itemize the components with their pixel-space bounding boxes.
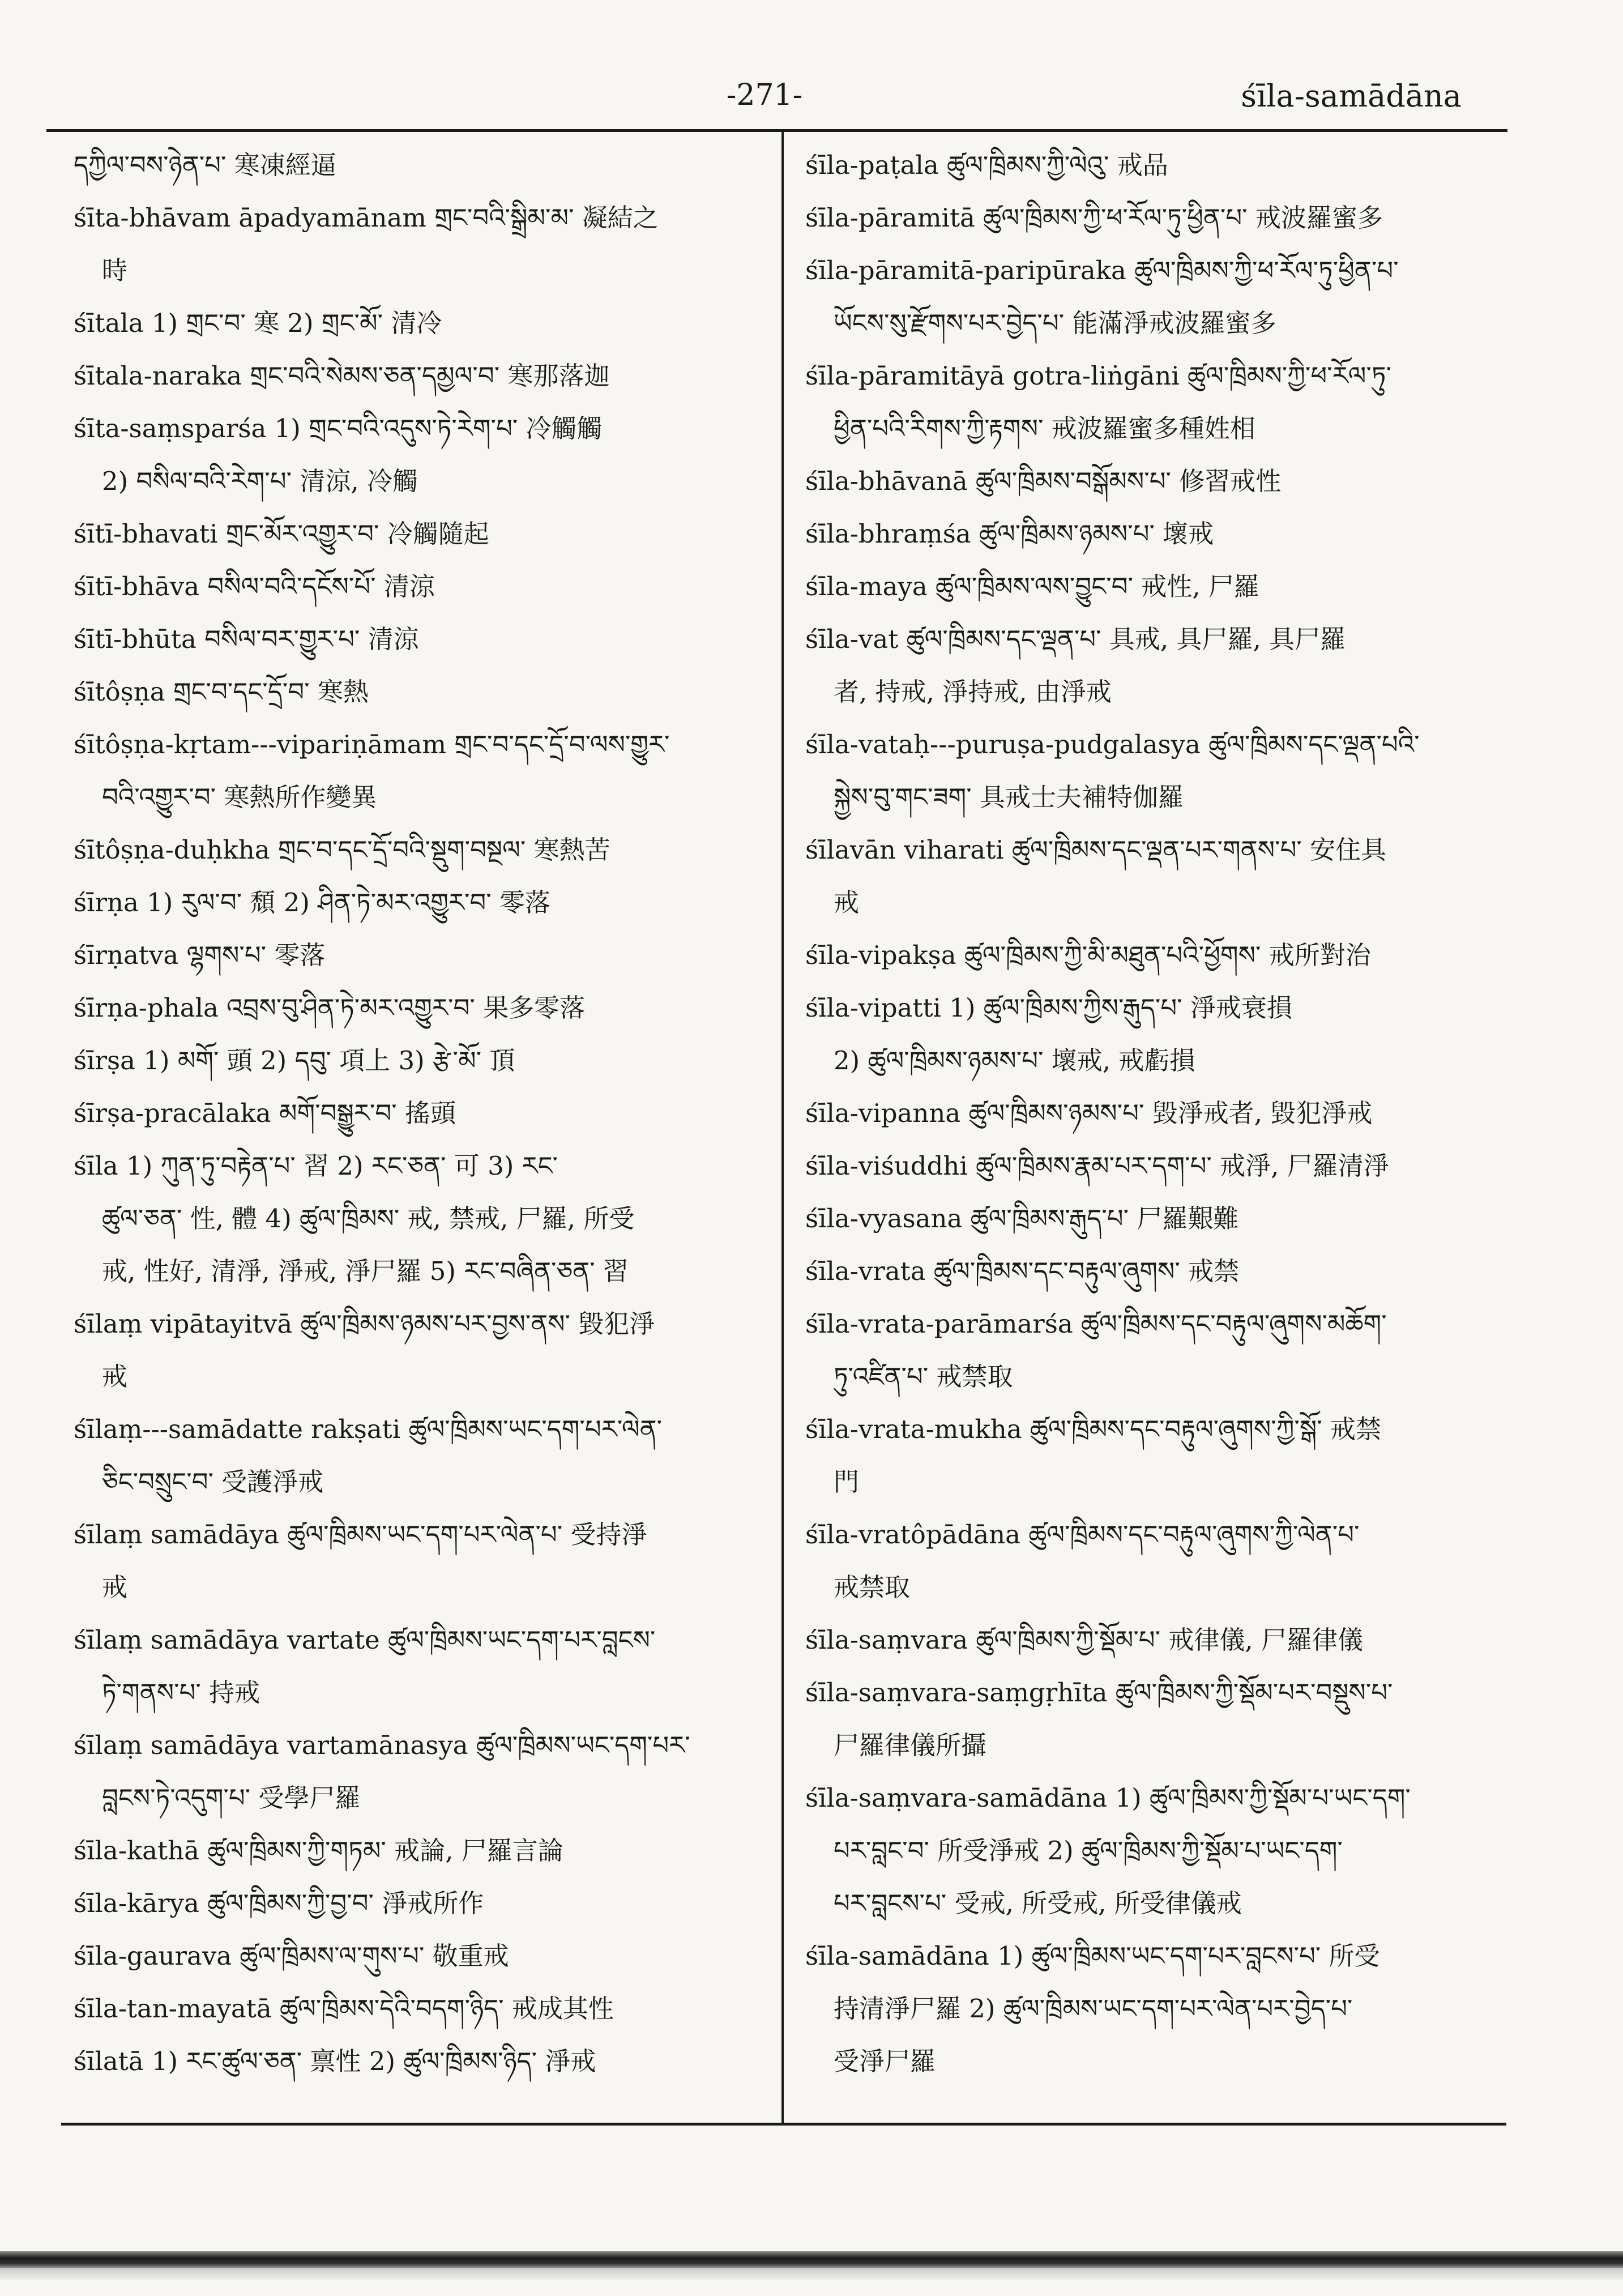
dictionary-entry <box>805 1298 1485 1403</box>
entry-line: śīla-vat ཚུལ་ཁྲིམས་དང་ལྡན་པ་ 具戒, 具尸羅, 具尸羅 <box>805 624 1346 654</box>
entry-line: śītala 1) གྲང་བ་ 寒 2) གྲང་མོ་ 清冷 <box>74 308 442 338</box>
dictionary-entry <box>74 402 750 507</box>
entry-line: śītī-bhāva བསིལ་བའི་དངོས་པོ་ 清涼 <box>74 571 435 601</box>
entry-continuation-line: 持清淨尸羅 2) ཚུལ་ཁྲིམས་ཡང་དག་པར་ལེན་པར་བྱེད་པ་ <box>834 1994 1353 2024</box>
entry-continuation-line: ཡོངས་སུ་རྫོགས་པར་བྱེད་པ་ 能滿淨戒波羅蜜多 <box>834 308 1276 338</box>
entry-continuation-line: 2) ཚུལ་ཁྲིམས་ཉམས་པ་ 壞戒, 戒虧損 <box>834 1045 1195 1076</box>
dictionary-entry <box>74 191 750 297</box>
dictionary-entry <box>805 507 1485 560</box>
dictionary-entry <box>74 1930 750 1982</box>
dictionary-entry <box>805 613 1485 718</box>
entry-line: śītī-bhūta བསིལ་བར་གྱུར་པ་ 清涼 <box>74 624 419 654</box>
entry-continuation-line: ཚུལ་ཅན་ 性, 體 4) ཚུལ་ཁྲིམས་ 戒, 禁戒, 尸羅, 所受 <box>102 1204 635 1234</box>
entry-line: śīla-pāramitā-paripūraka ཚུལ་ཁྲིམས་ཀྱི་ཕ་རོལ་ཏུ་ཕྱིན་པ་ <box>805 255 1399 285</box>
dictionary-entry <box>74 1824 750 1877</box>
entry-line: śīlaṃ vipātayitvā ཚུལ་ཁྲིམས་ཉམས་པར་བྱས་ནས་ 毀犯淨 <box>74 1309 655 1339</box>
entry-line: śīla-vrata-parāmarśa ཚུལ་ཁྲིམས་དང་བརྟུལ་ཞུགས་མཆོག་ <box>805 1309 1387 1339</box>
entry-line: śīla-vataḥ---puruṣa-pudgalasya ཚུལ་ཁྲིམས་དང་ལྡན་པའི་ <box>805 729 1420 759</box>
dictionary-entry <box>805 1403 1485 1508</box>
dictionary-entry <box>74 560 750 613</box>
dictionary-entry <box>74 1087 750 1140</box>
dictionary-entry <box>805 1666 1485 1772</box>
entry-line: śīla-pāramitāyā gotra-liṅgāni ཚུལ་ཁྲིམས་ཀྱི་ཕ་རོལ་ཏུ་ <box>805 361 1391 391</box>
entry-continuation-line: ཏུ་འཛིན་པ་ 戒禁取 <box>834 1362 1013 1392</box>
dictionary-entry <box>805 1772 1485 1930</box>
dictionary-entry <box>805 560 1485 613</box>
entry-continuation-line: 戒 <box>102 1362 128 1392</box>
entry-continuation-line: པར་བླངས་པ་ 受戒, 所受戒, 所受律儀戒 <box>834 1888 1242 1918</box>
entry-continuation-line: བའི་འགྱུར་བ་ 寒熱所作變異 <box>102 782 377 812</box>
dictionary-entry <box>74 823 750 876</box>
dictionary-entry <box>74 297 750 349</box>
entry-line: śīlaṃ---samādatte rakṣati ཚུལ་ཁྲིམས་ཡང་དག་པར་ལེན་ <box>74 1414 663 1444</box>
dictionary-entry <box>805 349 1485 455</box>
entry-continuation-line: ཕྱིན་པའི་རིགས་ཀྱི་རྟགས་ 戒波羅蜜多種姓相 <box>834 413 1255 443</box>
entry-line: śīrṣa-pracālaka མགོ་བསྒྱུར་བ་ 搖頭 <box>74 1098 456 1128</box>
page-number: -271- <box>726 78 803 112</box>
entry-continuation-line: 者, 持戒, 淨持戒, 由淨戒 <box>834 677 1112 707</box>
entry-continuation-line: སྐྱེས་བུ་གང་ཟག་ 具戒士夫補特伽羅 <box>834 782 1184 812</box>
entry-line: śīrṇa 1) རུལ་བ་ 頹 2) ཤིན་ཏེ་མར་འགྱུར་བ་ 零落 <box>74 887 551 917</box>
entry-line: śīla-vratôpādāna ཚུལ་ཁྲིམས་དང་བརྟུལ་ཞུགས་ཀྱི་ལེན་པ་ <box>805 1520 1360 1550</box>
entry-continuation-line: པར་བླང་བ་ 所受淨戒 2) ཚུལ་ཁྲིམས་ཀྱི་སྡོམ་པ་ཡང་དག་ <box>834 1836 1343 1866</box>
entry-line: དཀྱིལ་བས་ཉེན་པ་ 寒凍經逼 <box>74 150 336 180</box>
scan-edge-band-light <box>0 2268 1623 2280</box>
entry-continuation-line: ཏེ་གནས་པ་ 持戒 <box>102 1678 260 1708</box>
entry-continuation-line: ཅིང་བསྲུང་བ་ 受護淨戒 <box>102 1467 324 1497</box>
dictionary-entry <box>74 1034 750 1087</box>
dictionary-entry <box>74 507 750 560</box>
entry-line: śīla-paṭala ཚུལ་ཁྲིམས་ཀྱི་ལེའུ་ 戒品 <box>805 150 1168 180</box>
entry-line: śītī-bhavati གྲང་མོར་འགྱུར་བ་ 冷觸隨起 <box>74 519 489 549</box>
dictionary-entry <box>805 823 1485 929</box>
entry-line: śīla-samādāna 1) ཚུལ་ཁྲིམས་ཡང་དག་པར་བླངས་པ་ 所受 <box>805 1941 1380 1971</box>
dictionary-entry <box>74 718 750 823</box>
entry-line: śītala-naraka གྲང་བའི་སེམས་ཅན་དམྱལ་བ་ 寒那落迦 <box>74 361 610 391</box>
scan-edge-band <box>0 2251 1623 2268</box>
entry-line: śīla-kathā ཚུལ་ཁྲིམས་ཀྱི་གཏམ་ 戒論, 尸羅言論 <box>74 1836 563 1866</box>
dictionary-entry <box>805 139 1485 191</box>
entry-line: śīla-vyasana ཚུལ་ཁྲིམས་རྒུད་པ་ 尸羅艱難 <box>805 1204 1239 1234</box>
entry-line: śīrṣa 1) མགོ་ 頭 2) དབུ་ 項上 3) རྩེ་མོ་ 頂 <box>74 1045 515 1076</box>
dictionary-entry <box>74 2035 750 2088</box>
entry-continuation-line: 戒 <box>102 1572 128 1602</box>
entry-line: śīla-bhraṃśa ཚུལ་ཁྲིམས་ཉམས་པ་ 壞戒 <box>805 519 1214 549</box>
dictionary-entry <box>74 1508 750 1614</box>
column-divider <box>781 131 784 2124</box>
dictionary-entry <box>805 1140 1485 1192</box>
right-column <box>805 139 1485 2088</box>
entry-line: śīla-viśuddhi ཚུལ་ཁྲིམས་རྣམ་པར་དག་པ་ 戒淨, 尸羅清淨 <box>805 1151 1389 1181</box>
dictionary-entry <box>74 1719 750 1824</box>
entry-line: śīlaṃ samādāya vartate ཚུལ་ཁྲིམས་ཡང་དག་པར་བླངས་ <box>74 1625 656 1655</box>
entry-continuation-line: 戒禁取 <box>834 1572 911 1602</box>
entry-line: śīla-saṃvara-samādāna 1) ཚུལ་ཁྲིམས་ཀྱི་སྡོམ་པ་ཡང་དག་ <box>805 1783 1411 1813</box>
entry-line: śīla-saṃvara ཚུལ་ཁྲིམས་ཀྱི་སྡོམ་པ་ 戒律儀, 尸羅律儀 <box>805 1625 1363 1655</box>
dictionary-entry <box>74 613 750 665</box>
entry-line: śīla-pāramitā ཚུལ་ཁྲིམས་ཀྱི་ཕ་རོལ་ཏུ་ཕྱིན་པ་ 戒波羅蜜多 <box>805 203 1383 233</box>
entry-continuation-line: 受淨尸羅 <box>834 2046 936 2076</box>
entry-continuation-line: བླངས་ཏེ་འདུག་པ་ 受學尸羅 <box>102 1783 361 1813</box>
dictionary-entry <box>74 139 750 191</box>
dictionary-entry <box>74 349 750 402</box>
entry-continuation-line: 時 <box>102 255 128 285</box>
entry-line: śīlavān viharati ཚུལ་ཁྲིམས་དང་ལྡན་པར་གནས་པ་ 安住具 <box>805 835 1387 865</box>
dictionary-entry <box>805 981 1485 1087</box>
top-rule <box>46 129 1507 132</box>
entry-line: śīlaṃ samādāya vartamānasya ཚུལ་ཁྲིམས་ཡང་དག་པར་ <box>74 1730 690 1760</box>
dictionary-entry <box>74 1877 750 1930</box>
entry-continuation-line: 2) བསིལ་བའི་རེག་པ་ 清涼, 冷觸 <box>102 466 418 496</box>
entry-line: śīla-vipatti 1) ཚུལ་ཁྲིམས་ཀྱིས་རྒུད་པ་ 淨戒衰損 <box>805 993 1292 1023</box>
dictionary-entry <box>805 1930 1485 2088</box>
entry-line: śīlatā 1) རང་ཚུལ་ཅན་ 禀性 2) ཚུལ་ཁྲིམས་ཉིད་ 淨戒 <box>74 2046 596 2076</box>
dictionary-entry <box>805 1508 1485 1614</box>
entry-continuation-line: 尸羅律儀所攝 <box>834 1730 987 1760</box>
entry-line: śītôṣṇa-kṛtam---vipariṇāmam གྲང་བ་དང་དྲོ་བ་ལས་གྱུར་ <box>74 729 670 759</box>
entry-line: śīta-bhāvam āpadyamānam གྲང་བའི་སྒྲིམ་མ་ 凝結之 <box>74 203 659 233</box>
entry-line: śīla-kārya ཚུལ་ཁྲིམས་ཀྱི་བྱ་བ་ 淨戒所作 <box>74 1888 484 1918</box>
entry-line: śīrṇatva ལྷགས་པ་ 零落 <box>74 940 326 970</box>
entry-line: śīla-maya ཚུལ་ཁྲིམས་ལས་བྱུང་བ་ 戒性, 尸羅 <box>805 571 1259 601</box>
dictionary-entry <box>805 718 1485 823</box>
dictionary-entry <box>74 1982 750 2035</box>
dictionary-entry <box>805 1087 1485 1140</box>
entry-line: śīlaṃ samādāya ཚུལ་ཁྲིམས་ཡང་དག་པར་ལེན་པ་ 受持淨 <box>74 1520 647 1550</box>
dictionary-entry <box>805 455 1485 507</box>
entry-continuation-line: 戒 <box>834 887 860 917</box>
dictionary-entry <box>805 244 1485 349</box>
entry-line: śītôṣṇa-duḥkha གྲང་བ་དང་དྲོ་བའི་སྡུག་བསྔལ་ 寒熱苦 <box>74 835 610 865</box>
entry-continuation-line: 戒, 性好, 清淨, 淨戒, 淨尸羅 5) རང་བཞིན་ཅན་ 習 <box>102 1256 629 1286</box>
dictionary-entry <box>805 1614 1485 1666</box>
entry-line: śīrṇa-phala འབྲས་བུ་ཤིན་ཏེ་མར་འགྱུར་བ་ 果多零落 <box>74 993 586 1023</box>
dictionary-entry <box>74 1140 750 1298</box>
dictionary-entry <box>74 1614 750 1719</box>
entry-line: śīla-tan-mayatā ཚུལ་ཁྲིམས་དེའི་བདག་ཉིད་ 戒成其性 <box>74 1994 614 2024</box>
left-column <box>74 139 750 2088</box>
running-head: śīla-samādāna <box>1241 78 1462 114</box>
entry-line: śīla-bhāvanā ཚུལ་ཁྲིམས་བསྒོམས་པ་ 修習戒性 <box>805 466 1282 496</box>
dictionary-entry <box>74 1403 750 1508</box>
entry-line: śīla-vrata-mukha ཚུལ་ཁྲིམས་དང་བརྟུལ་ཞུགས་ཀྱི་སྒོ་ 戒禁 <box>805 1414 1382 1444</box>
bottom-rule <box>61 2123 1506 2126</box>
dictionary-entry <box>74 665 750 718</box>
entry-continuation-line: 門 <box>834 1467 860 1497</box>
dictionary-entry <box>805 191 1485 244</box>
entry-line: śīla-gaurava ཚུལ་ཁྲིམས་ལ་གུས་པ་ 敬重戒 <box>74 1941 509 1971</box>
dictionary-entry <box>74 1298 750 1403</box>
entry-line: śīla-vrata ཚུལ་ཁྲིམས་དང་བརྟུལ་ཞུགས་ 戒禁 <box>805 1256 1240 1286</box>
entry-line: śīla-saṃvara-saṃgṛhīta ཚུལ་ཁྲིམས་ཀྱི་སྡོམ་པར་བསྡུས་པ་ <box>805 1678 1393 1708</box>
entry-line: śīla 1) ཀུན་ཏུ་བརྟེན་པ་ 習 2) རང་ཅན་ 可 3) རང་ <box>74 1151 558 1181</box>
entry-line: śītôṣṇa གྲང་བ་དང་དྲོ་བ་ 寒熱 <box>74 677 369 707</box>
dictionary-entry <box>74 981 750 1034</box>
entry-line: śīla-vipanna ཚུལ་ཁྲིམས་ཉམས་པ་ 毀淨戒者, 毀犯淨戒 <box>805 1098 1373 1128</box>
entry-line: śīla-vipakṣa ཚུལ་ཁྲིམས་ཀྱི་མི་མཐུན་པའི་ཕྱོགས་ 戒所對治 <box>805 940 1371 970</box>
dictionary-entry <box>805 1192 1485 1245</box>
dictionary-entry <box>74 876 750 929</box>
dictionary-entry <box>805 1245 1485 1298</box>
dictionary-entry <box>805 929 1485 981</box>
entry-line: śīta-saṃsparśa 1) གྲང་བའི་འདུས་ཏེ་རེག་པ་ 冷觸觸 <box>74 413 603 443</box>
dictionary-entry <box>74 929 750 981</box>
